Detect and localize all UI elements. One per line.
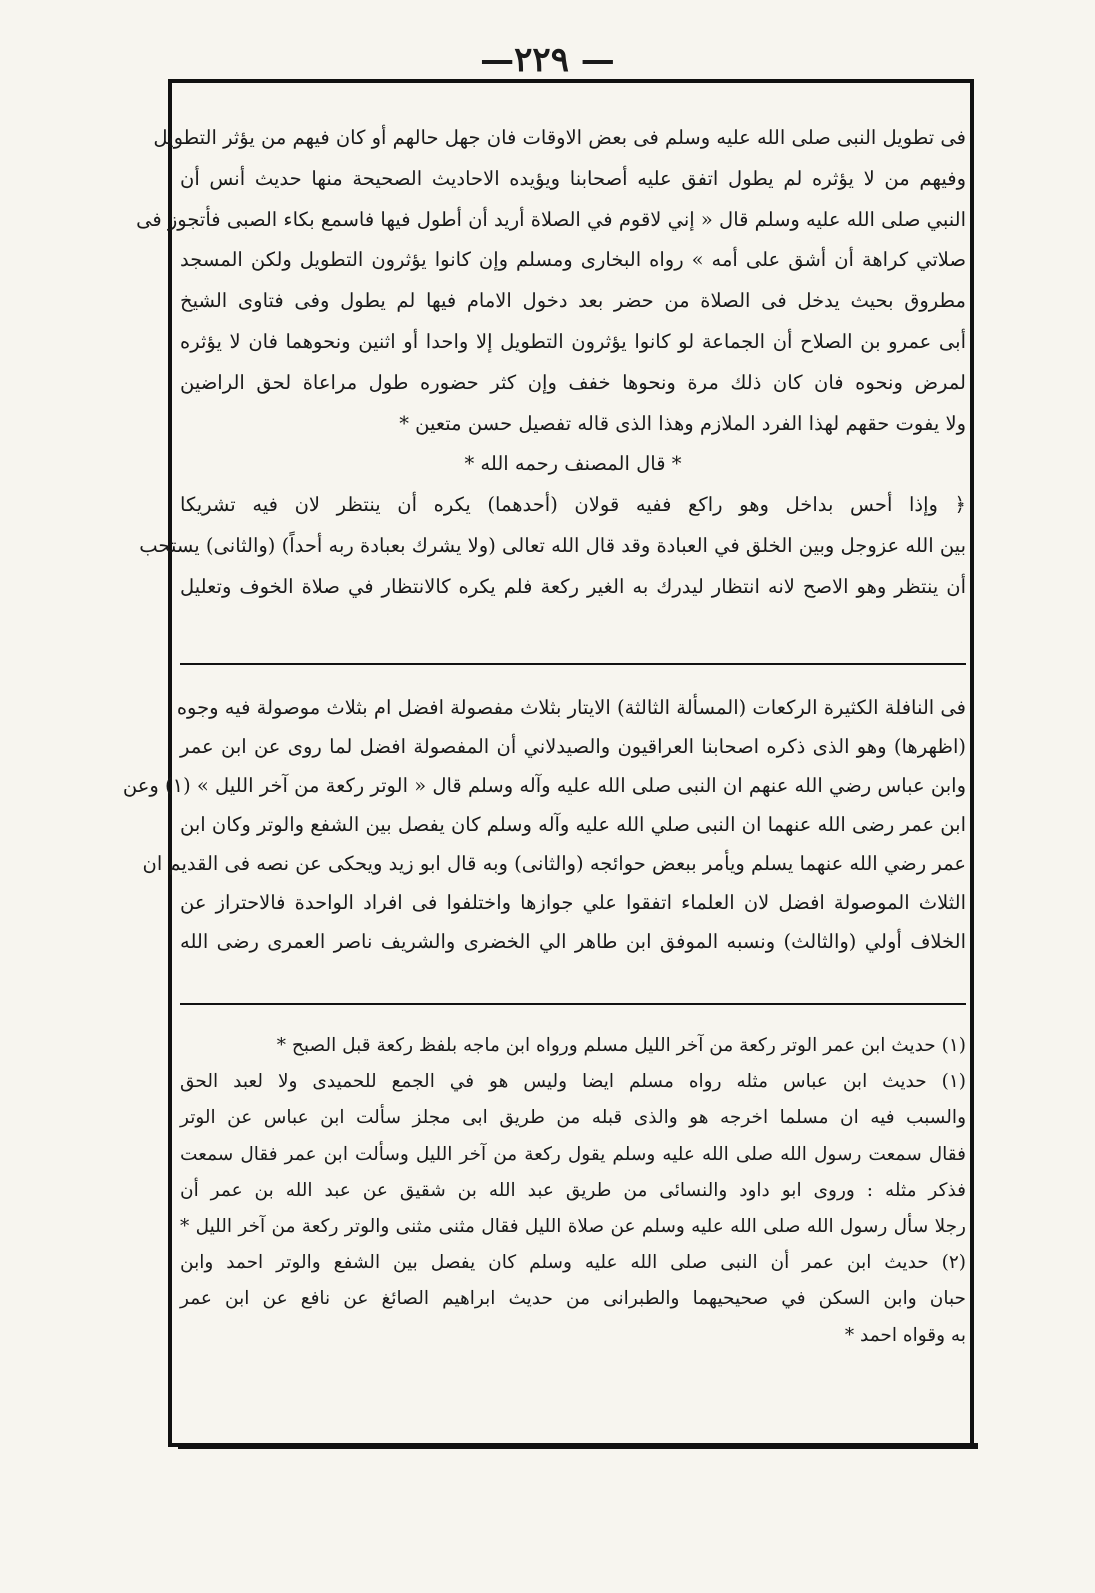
commentary-text-line: وابن عباس رضي الله عنهم ان النبى صلى الله عليه وآله وسلم قال « الوتر ركعة من آخر الليل » (١) وعن <box>122 774 966 797</box>
commentary-text-line: فى النافلة الكثيرة الركعات (المسألة الثالثة) الايتار بثلاث مفصولة افضل ام بثلاث موصولة فيه وجوه <box>176 696 966 719</box>
main-text-line: فى تطويل النبى صلى الله عليه وسلم فى بعض الاوقات فان جهل حالهم أو كان فيهم من يؤثر التطويل <box>153 126 966 149</box>
main-text-line: ولا يفوت حقهم لهذا الفرد الملازم وهذا الذى قاله تفصيل حسن متعين * <box>399 411 966 435</box>
footnotes-block <box>180 1028 966 1354</box>
main-text-line: ﴿ وإذا أحس بداخل وهو راكع ففيه قولان (أحدهما) يكره أن ينتظر لان فيه تشريكا <box>180 493 966 517</box>
section-divider <box>180 663 966 665</box>
footnote-line: به وقواه احمد * <box>844 1324 966 1346</box>
section-heading: * قال المصنف رحمه الله * <box>464 452 682 476</box>
commentary-text-line: عمر رضي الله عنهما يسلم ويأمر ببعض حوائجه (والثانى) وبه قال ابو زيد ويحكى عن نصه فى القديم ان <box>142 852 966 875</box>
footnote-line: (١) حديث ابن عباس مثله رواه مسلم ايضا وليس هو في الجمع للحميدى ولا لعبد الحق <box>180 1071 966 1093</box>
footnote-line: فقال سمعت رسول الله صلى الله عليه وسلم يقول ركعة من آخر الليل وسألت ابن عمر فقال سمعت <box>180 1143 966 1165</box>
footnote-line: والسبب فيه ان مسلما اخرجه هو والذى قبله من طريق ابى مجلز سألت ابن عباس عن الوتر <box>180 1107 966 1129</box>
main-text-line: أن ينتظر وهو الاصح لانه انتظار ليدرك به الغير ركعة فلم يكره كالانتظار في صلاة الخوف وتعليل <box>180 574 966 598</box>
commentary-text-block <box>122 688 966 961</box>
footnote-line: فذكر مثله : وروى ابو داود والنسائى من طريق عبد الله بن شقيق عن عبد الله بن عمر أن <box>180 1179 966 1201</box>
commentary-text-line: الخلاف أولي (والثالث) ونسبه الموفق ابن طاهر الي الخضرى والشريف ناصر العمرى رضى الله <box>180 930 966 953</box>
footnote-line: حبان وابن السكن في صحيحيهما والطبرانى من حديث ابراهيم الصائغ عن نافع عن ابن عمر <box>180 1288 966 1310</box>
main-text-line: لمرض ونحوه فان كان ذلك مرة ونحوها خفف وإن كثر حضوره طول مراعاة لحق الراضين <box>180 370 966 394</box>
main-text-line: وفيهم من لا يؤثره لم يطول اتفق عليه أصحابنا ويؤيده الاحاديث الصحيحة منها حديث أنس أن <box>180 166 966 190</box>
page-number: —٢٢٩ — <box>480 40 615 80</box>
commentary-text-line: الثلاث الموصولة افضل لان العلماء اتفقوا علي جوازها واختلفوا فى افراد الواحدة فالاحتراز عن <box>180 891 966 914</box>
footnote-line: (١) حديث ابن عمر الوتر ركعة من آخر الليل مسلم ورواه ابن ماجه بلفظ ركعة قبل الصبح * <box>276 1035 966 1056</box>
commentary-text-line: (اظهرها) وهو الذى ذكره اصحابنا العراقيون والصيدلاني أن المفصولة افضل لما روى عن ابن عمر <box>180 735 966 758</box>
main-text-line: النبي صلى الله عليه وسلم قال « إني لاقوم في الصلاة أريد أن أطول فيها فاسمع بكاء الصبى فأتجوز فى <box>136 207 966 231</box>
commentary-text-line: ابن عمر رضى الله عنهما ان النبى صلي الله عليه وآله وسلم كان يفصل بين الشفع والوتر وكان ابن <box>179 813 966 836</box>
main-text-line: أبى عمرو بن الصلاح أن الجماعة لو كانوا يؤثرون التطويل إلا واحدا أو اثنين ونحوهما فان لا يؤثره <box>180 329 966 353</box>
footnotes-divider <box>180 1003 966 1005</box>
footnote-line: رجلا سأل رسول الله صلى الله عليه وسلم عن صلاة الليل فقال مثنى مثنى والوتر ركعة من آخر الليل * <box>180 1216 966 1238</box>
footnote-line: (٢) حديث ابن عمر أن النبى صلى الله عليه وسلم كان يفصل بين الشفع والوتر احمد وابن <box>180 1252 966 1274</box>
page-border-shadow <box>178 1443 978 1449</box>
main-text-line: صلاتي كراهة أن أشق على أمه » رواه البخارى ومسلم وإن كانوا يؤثرون التطويل ولكن المسجد <box>180 248 966 272</box>
main-text-line: بين الله عزوجل وبين الخلق في العبادة وقد قال الله تعالى (ولا يشرك بعبادة ربه أحداً) (والثانى) يستحب <box>139 533 966 557</box>
main-text-block <box>136 118 966 608</box>
main-text-line: مطروق بحيث يدخل فى الصلاة من حضر بعد دخول الامام فيها لم يطول وفى فتاوى الشيخ <box>180 289 966 313</box>
